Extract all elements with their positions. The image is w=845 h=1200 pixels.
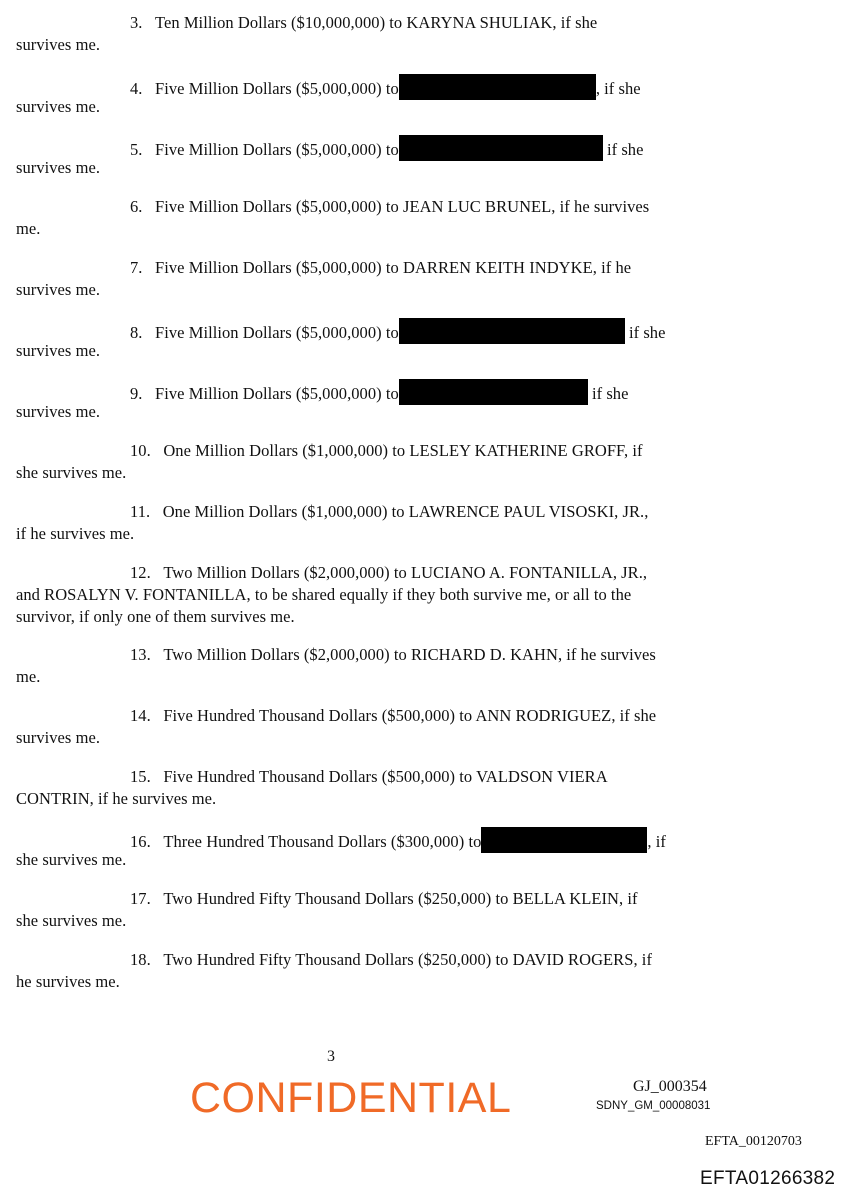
bequest-3 [16,12,716,56]
bequest-number: 5. [130,140,143,159]
bequest-text-after-redaction: , if [647,832,666,851]
bequest-15 [16,766,716,810]
bequest-text: One Million Dollars ($1,000,000) to LESLEY KATHERINE GROFF, if [163,441,643,460]
efta-number-large: EFTA01266382 [700,1168,836,1189]
bequest-continuation: survives me. [16,728,101,747]
bequest-continuation: and ROSALYN V. FONTANILLA, to be shared equally if they both survive me, or all to the [16,585,632,604]
bequest-text-after-redaction: , if she [595,79,641,98]
bequest-number: 8. [130,323,143,342]
bequest-16 [16,827,716,871]
bequest-continuation: survives me. [16,280,101,299]
bequest-continuation: survives me. [16,97,101,116]
bequest-continuation: CONTRIN, if he survives me. [16,789,217,808]
bequest-number: 17. [130,889,151,908]
bequest-text: Five Million Dollars ($5,000,000) to [155,384,399,403]
bequest-text: One Million Dollars ($1,000,000) to LAWRENCE PAUL VISOSKI, JR., [162,502,649,521]
bequest-text: Ten Million Dollars ($10,000,000) to KARYNA SHULIAK, if she [155,13,598,32]
bequest-number: 10. [130,441,151,460]
bequest-8 [16,318,716,362]
bequest-text-after-redaction: if she [587,384,629,403]
bequest-13 [16,644,716,688]
bequest-text: Five Hundred Thousand Dollars ($500,000) to ANN RODRIGUEZ, if she [163,706,657,725]
bequest-number: 7. [130,258,143,277]
bequest-continuation: she survives me. [16,911,127,930]
bequest-text: Two Hundred Fifty Thousand Dollars ($250,000) to BELLA KLEIN, if [163,889,638,908]
bequest-6 [16,196,716,240]
bequest-number: 15. [130,767,151,786]
bequest-7 [16,257,716,301]
bequest-number: 3. [130,13,143,32]
bequest-5 [16,135,716,179]
bequest-number: 13. [130,645,151,664]
bequest-text: Five Million Dollars ($5,000,000) to [155,323,399,342]
bequest-11 [16,501,716,545]
bequest-text: Five Million Dollars ($5,000,000) to [155,140,399,159]
efta-number-small: EFTA_00120703 [705,1134,802,1149]
bequest-continuation: me. [16,667,41,686]
bequest-continuation: me. [16,219,41,238]
bequest-12 [16,562,716,628]
confidential-stamp: CONFIDENTIAL [190,1074,512,1122]
bates-gj-number: GJ_000354 [633,1078,707,1095]
bequest-text: Two Million Dollars ($2,000,000) to LUCIANO A. FONTANILLA, JR., [163,563,648,582]
bequest-continuation: survives me. [16,402,101,421]
bequest-text-after-redaction: if she [602,140,644,159]
bequest-number: 6. [130,197,143,216]
bequest-9 [16,379,716,423]
bequest-number: 9. [130,384,143,403]
bequest-continuation: she survives me. [16,463,127,482]
bequest-text: Three Hundred Thousand Dollars ($300,000) to [163,832,482,851]
bequest-continuation: she survives me. [16,850,127,869]
bequest-text: Two Hundred Fifty Thousand Dollars ($250,000) to DAVID ROGERS, if [163,950,652,969]
bequest-text-after-redaction: if she [624,323,666,342]
bequest-text: Five Million Dollars ($5,000,000) to [155,79,399,98]
bequest-number: 18. [130,950,151,969]
bequest-17 [16,888,716,932]
bequest-text: Five Hundred Thousand Dollars ($500,000) to VALDSON VIERA [163,767,608,786]
bequest-text: Two Million Dollars ($2,000,000) to RICHARD D. KAHN, if he survives [163,645,656,664]
bequest-text: Five Million Dollars ($5,000,000) to JEAN LUC BRUNEL, if he survives [155,197,650,216]
bequest-continuation: survives me. [16,158,101,177]
page-number: 3 [327,1048,335,1065]
bequest-4 [16,74,716,118]
bequest-10 [16,440,716,484]
bequest-continuation: survivor, if only one of them survives me. [16,607,295,626]
bequest-number: 4. [130,79,143,98]
bequest-18 [16,949,716,993]
bates-sdny-number: SDNY_GM_00008031 [596,1100,711,1112]
bequest-continuation: if he survives me. [16,524,135,543]
bequest-number: 11. [130,502,151,521]
bequest-number: 14. [130,706,151,725]
bequest-14 [16,705,716,749]
bequest-continuation: survives me. [16,341,101,360]
bequest-text: Five Million Dollars ($5,000,000) to DARREN KEITH INDYKE, if he [155,258,632,277]
bequest-continuation: survives me. [16,35,101,54]
bequest-number: 16. [130,832,151,851]
bequest-continuation: he survives me. [16,972,120,991]
bequest-number: 12. [130,563,151,582]
